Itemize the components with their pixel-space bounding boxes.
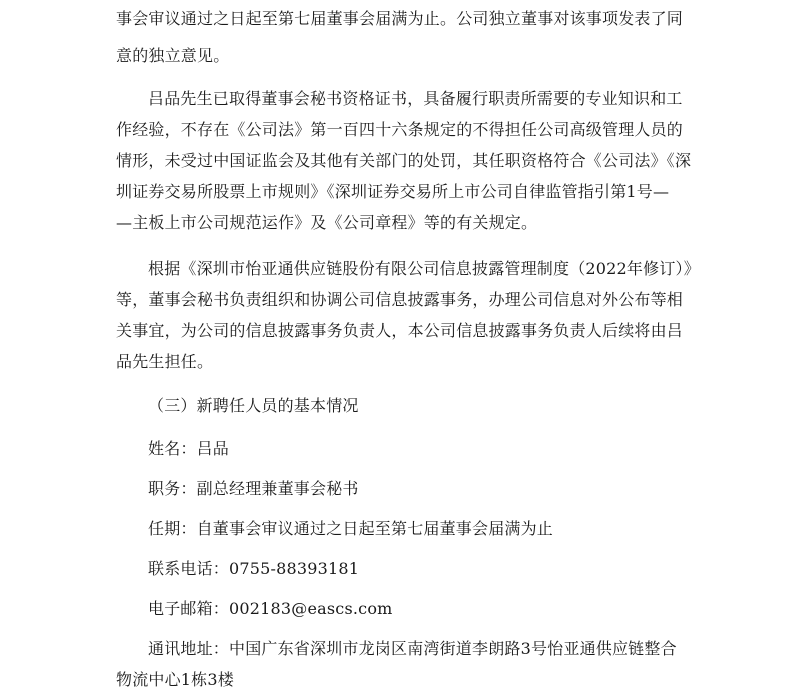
para2-line1: 吕品先生已取得董事会秘书资格证书，具备履行职责所需要的专业知识和工 (148, 89, 683, 108)
para1-line1: 事会审议通过之日起至第七届董事会届满为止。公司独立董事对该事项发表了同 (116, 9, 684, 28)
para2-line4: 圳证券交易所股票上市规则》《深圳证券交易所上市公司自律监管指引第1号— (116, 182, 670, 201)
para1-line2: 意的独立意见。 (116, 46, 230, 65)
info-name: 姓名：吕品 (148, 439, 230, 458)
para3-line3: 关事宜，为公司的信息披露事务负责人，本公司信息披露事务负责人后续将由吕 (116, 321, 684, 340)
para3-line1: 根据《深圳市怡亚通供应链股份有限公司信息披露管理制度（2022年修订）》 (148, 259, 700, 278)
para2-line2: 作经验，不存在《公司法》第一百四十六条规定的不得担任公司高级管理人员的 (116, 120, 684, 139)
info-address-line1: 通讯地址：中国广东省深圳市龙岗区南湾街道李朗路3号怡亚通供应链整合 (148, 639, 677, 658)
para2-line5: —主板上市公司规范运作》及《公司章程》等的有关规定。 (116, 213, 538, 232)
para3-line2: 等，董事会秘书负责组织和协调公司信息披露事务，办理公司信息对外公布等相 (116, 290, 684, 309)
info-address-line2: 物流中心1栋3楼 (116, 670, 234, 689)
info-phone: 联系电话：0755-88393181 (148, 559, 360, 578)
section-heading: （三）新聘任人员的基本情况 (148, 396, 359, 415)
info-term: 任期：自董事会审议通过之日起至第七届董事会届满为止 (148, 519, 554, 538)
info-email: 电子邮箱：002183@eascs.com (148, 599, 393, 618)
para3-line4: 品先生担任。 (116, 352, 214, 371)
para2-line3: 情形，未受过中国证监会及其他有关部门的处罚，其任职资格符合《公司法》《深 (116, 151, 692, 170)
info-position: 职务：副总经理兼董事会秘书 (148, 479, 359, 498)
